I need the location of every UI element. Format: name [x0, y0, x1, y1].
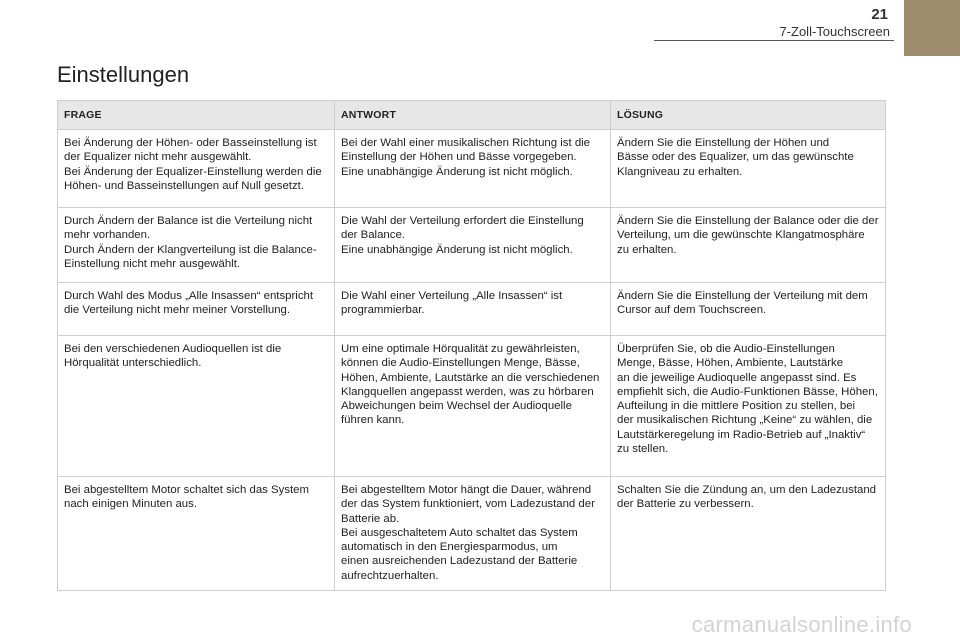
section-label: 7-Zoll-Touchscreen — [779, 24, 890, 39]
cell-loesung: Überprüfen Sie, ob die Audio-Einstellungen Menge, Bässe, Höhen, Ambiente, Lautstärke an die jeweilige Audioquelle angepasst sind. Es empfiehlt sich, die Audio-Funktionen Bässe, Höhen, Aufteilung in die mittlere Position zu stellen, bei der musikalischen Richtung „Keine“ zu wählen, die Lautstärkeregelung im Radio-Betrieb auf „Inaktiv“ zu stellen. — [611, 336, 886, 477]
cell-antwort: Die Wahl einer Verteilung „Alle Insassen“ ist programmierbar. — [335, 283, 611, 336]
chapter-corner-tab — [904, 0, 960, 56]
faq-table — [57, 100, 886, 591]
table-row — [58, 336, 886, 477]
page-number: 21 — [871, 6, 888, 23]
table-row — [58, 130, 886, 208]
cell-antwort: Bei abgestelltem Motor hängt die Dauer, während der das System funktioniert, vom Ladezustand der Batterie ab. Bei ausgeschaltetem Auto schaltet das System automatisch in den Energiesparmodus, um einen ausreichenden Ladezustand der Batterie aufrechtzuerhalten. — [335, 477, 611, 591]
column-header-loesung: LÖSUNG — [611, 101, 886, 130]
cell-frage: Bei Änderung der Höhen- oder Basseinstellung ist der Equalizer nicht mehr ausgewählt. Bei Änderung der Equalizer-Einstellung werden die Höhen- und Basseinstellungen auf Null gesetzt. — [58, 130, 335, 208]
cell-antwort: Bei der Wahl einer musikalischen Richtung ist die Einstellung der Höhen und Bässe vorgegeben. Eine unabhängige Änderung ist nicht möglich. — [335, 130, 611, 208]
cell-frage: Bei abgestelltem Motor schaltet sich das System nach einigen Minuten aus. — [58, 477, 335, 591]
cell-loesung: Ändern Sie die Einstellung der Balance oder die der Verteilung, um die gewünschte Klangatmosphäre zu erhalten. — [611, 208, 886, 283]
page-title: Einstellungen — [57, 62, 190, 87]
cell-loesung: Ändern Sie die Einstellung der Verteilung mit dem Cursor auf dem Touchscreen. — [611, 283, 886, 336]
cell-frage: Durch Ändern der Balance ist die Verteilung nicht mehr vorhanden. Durch Ändern der Klangverteilung ist die Balance- Einstellung nicht mehr ausgewählt. — [58, 208, 335, 283]
table-row — [58, 208, 886, 283]
cell-antwort: Die Wahl der Verteilung erfordert die Einstellung der Balance. Eine unabhängige Änderung ist nicht möglich. — [335, 208, 611, 283]
table-row — [58, 477, 886, 591]
column-header-antwort: ANTWORT — [335, 101, 611, 130]
cell-frage: Bei den verschiedenen Audioquellen ist die Hörqualität unterschiedlich. — [58, 336, 335, 477]
cell-frage: Durch Wahl des Modus „Alle Insassen“ entspricht die Verteilung nicht mehr meiner Vorstellung. — [58, 283, 335, 336]
header-divider — [654, 40, 894, 41]
cell-loesung: Schalten Sie die Zündung an, um den Ladezustand der Batterie zu verbessern. — [611, 477, 886, 591]
table-header-row — [58, 101, 886, 130]
cell-loesung: Ändern Sie die Einstellung der Höhen und Bässe oder des Equalizer, um das gewünschte Klangniveau zu erhalten. — [611, 130, 886, 208]
column-header-frage: FRAGE — [58, 101, 335, 130]
watermark: carmanualsonline.info — [691, 612, 912, 637]
cell-antwort: Um eine optimale Hörqualität zu gewährleisten, können die Audio-Einstellungen Menge, Bässe, Höhen, Ambiente, Lautstärke an die verschiedenen Klangquellen angepasst werden, was zu hörbaren Abweichungen beim Wechsel der Audioquelle führen kann. — [335, 336, 611, 477]
table-row — [58, 283, 886, 336]
